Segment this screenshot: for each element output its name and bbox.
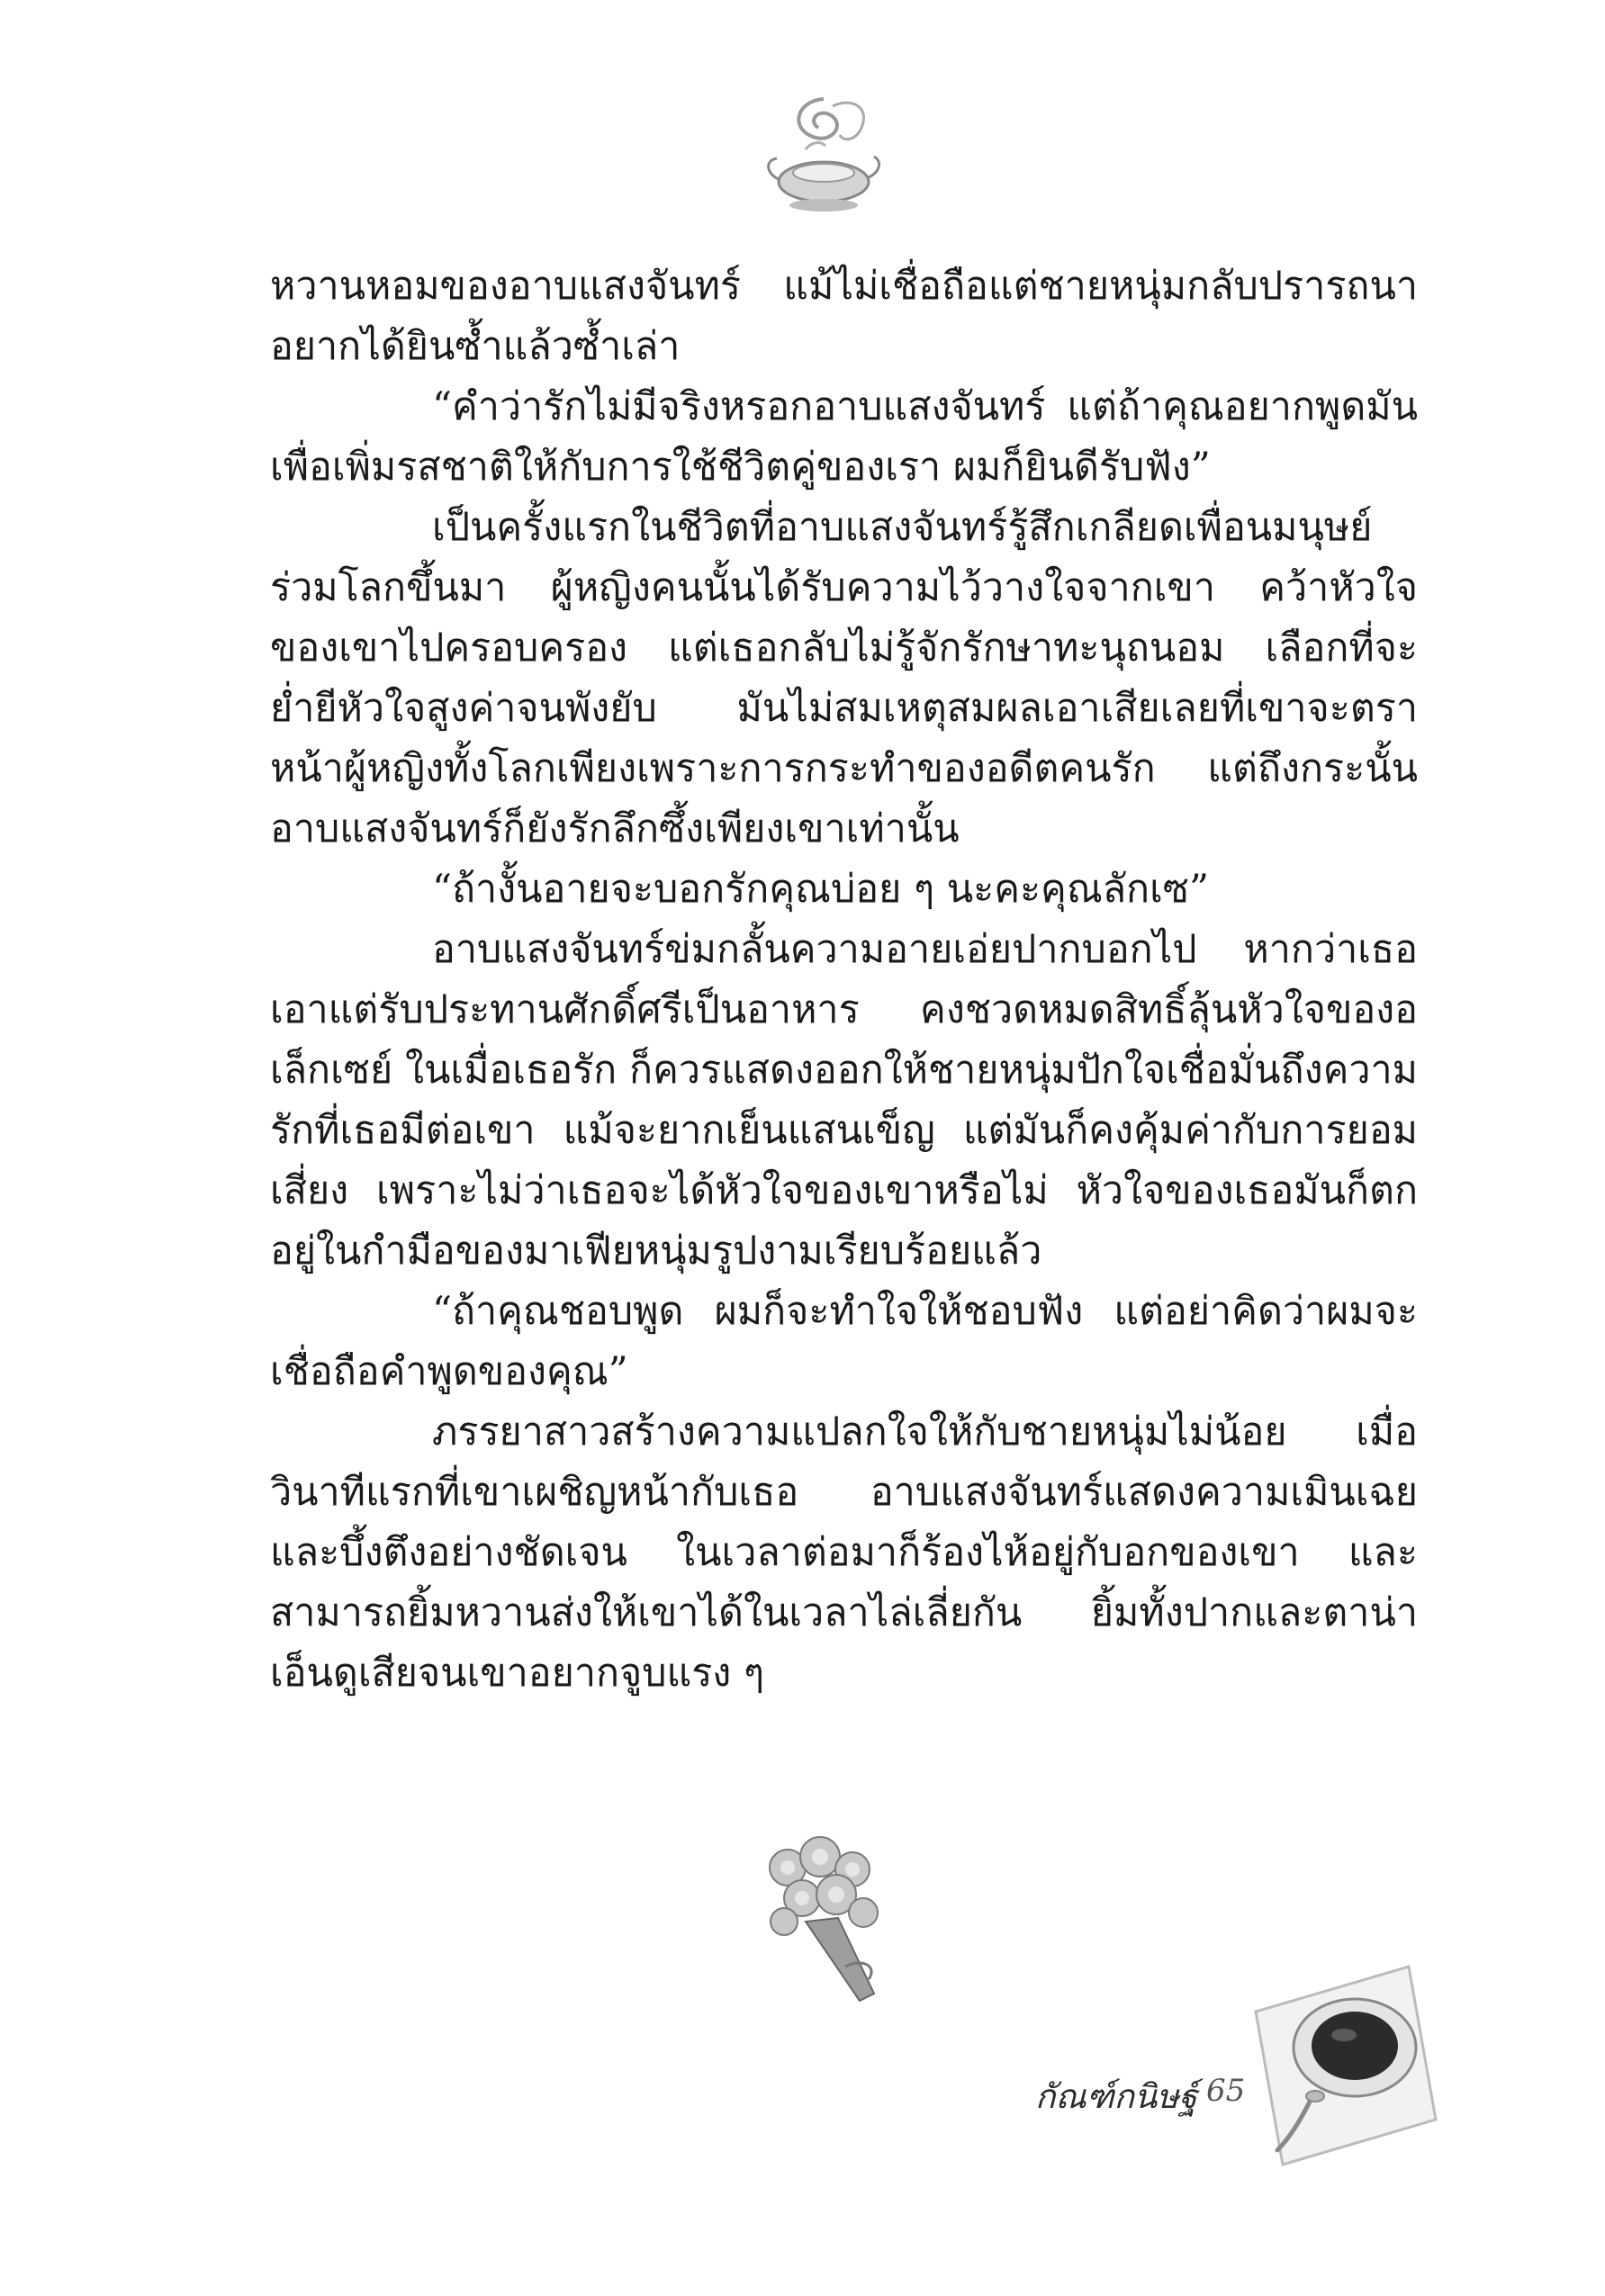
paragraph: หวานหอมของอาบแสงจันทร์ แม้ไม่เชื่อถือแต่ชายหนุ่มกลับปรารถนาอยากได้ยินซ้ำแล้วซ้ำเล่า xyxy=(270,264,1418,369)
paragraph: “คำว่ารักไม่มีจริงหรอกอาบแสงจันทร์ แต่ถ้าคุณอยากพูดมันเพื่อเพิ่มรสชาติให้กับการใช้ชีวิตคู่ของเรา ผมก็ยินดีรับฟัง” xyxy=(270,384,1418,490)
coffee-cup-icon xyxy=(1247,1958,1445,2174)
paragraph: “ถ้าคุณชอบพูด ผมก็จะทำใจให้ชอบฟัง แต่อย่าคิดว่าผมจะเชื่อถือคำพูดของคุณ” xyxy=(270,1289,1418,1394)
body-text xyxy=(270,257,1418,1704)
page-number: 65 xyxy=(1206,2073,1246,2109)
footer-author: กัณฑ์กนิษฐ์ xyxy=(1035,2077,1197,2116)
paragraph: ภรรยาสาวสร้างความแปลกใจให้กับชายหนุ่มไม่น้อย เมื่อวินาทีแรกที่เขาเผชิญหน้ากับเธอ อาบแสงจันทร์แสดงความเมินเฉยและบึ้งตึงอย่างชัดเจน ในเวลาต่อมาก็ร้องไห้อยู่กับอกของเขา และสามารถยิ้มหวานส่งให้เขาได้ในเวลาไล่เลี่ยกัน ยิ้มทั้งปากและตาน่าเอ็นดูเสียจนเขาอยากจูบแรง ๆ xyxy=(270,1409,1418,1696)
teapot-swirl-ornament-icon xyxy=(761,90,887,225)
paragraph: อาบแสงจันทร์ข่มกลั้นความอายเอ่ยปากบอกไป หากว่าเธอเอาแต่รับประทานศักดิ์ศรีเป็นอาหาร คงชวดหมดสิทธิ์ลุ้นหัวใจของอเล็กเซย์ ในเมื่อเธอรัก ก็ควรแสดงออกให้ชายหนุ่มปักใจเชื่อมั่นถึงความรักที่เธอมีต่อเขา แม้จะยากเย็นแสนเข็ญ แต่มันก็คงคุ้มค่ากับการยอมเสี่ยง เพราะไม่ว่าเธอจะได้หัวใจของเขาหรือไม่ หัวใจของเธอมันก็ตกอยู่ในกำมือของมาเฟียหนุ่มรูปงามเรียบร้อยแล้ว xyxy=(270,927,1418,1274)
paragraph: เป็นครั้งแรกในชีวิตที่อาบแสงจันทร์รู้สึกเกลียดเพื่อนมนุษย์ร่วมโลกขึ้นมา ผู้หญิงคนนั้นได้รับความไว้วางใจจากเขา คว้าหัวใจของเขาไปครอบครอง แต่เธอกลับไม่รู้จักรักษาทะนุถนอม เลือกที่จะย่ำยีหัวใจสูงค่าจนพังยับ มันไม่สมเหตุสมผลเอาเสียเลยที่เขาจะตราหน้าผู้หญิงทั้งโลกเพียงเพราะการกระทำของอดีตคนรัก แต่ถึงกระนั้นอาบแสงจันทร์ก็ยังรักลึกซึ้งเพียงเขาเท่านั้น xyxy=(270,505,1418,851)
flower-bouquet-icon xyxy=(752,1832,909,2012)
paragraph: “ถ้างั้นอายจะบอกรักคุณบ่อย ๆ นะคะคุณลักเซ” xyxy=(432,867,1209,912)
